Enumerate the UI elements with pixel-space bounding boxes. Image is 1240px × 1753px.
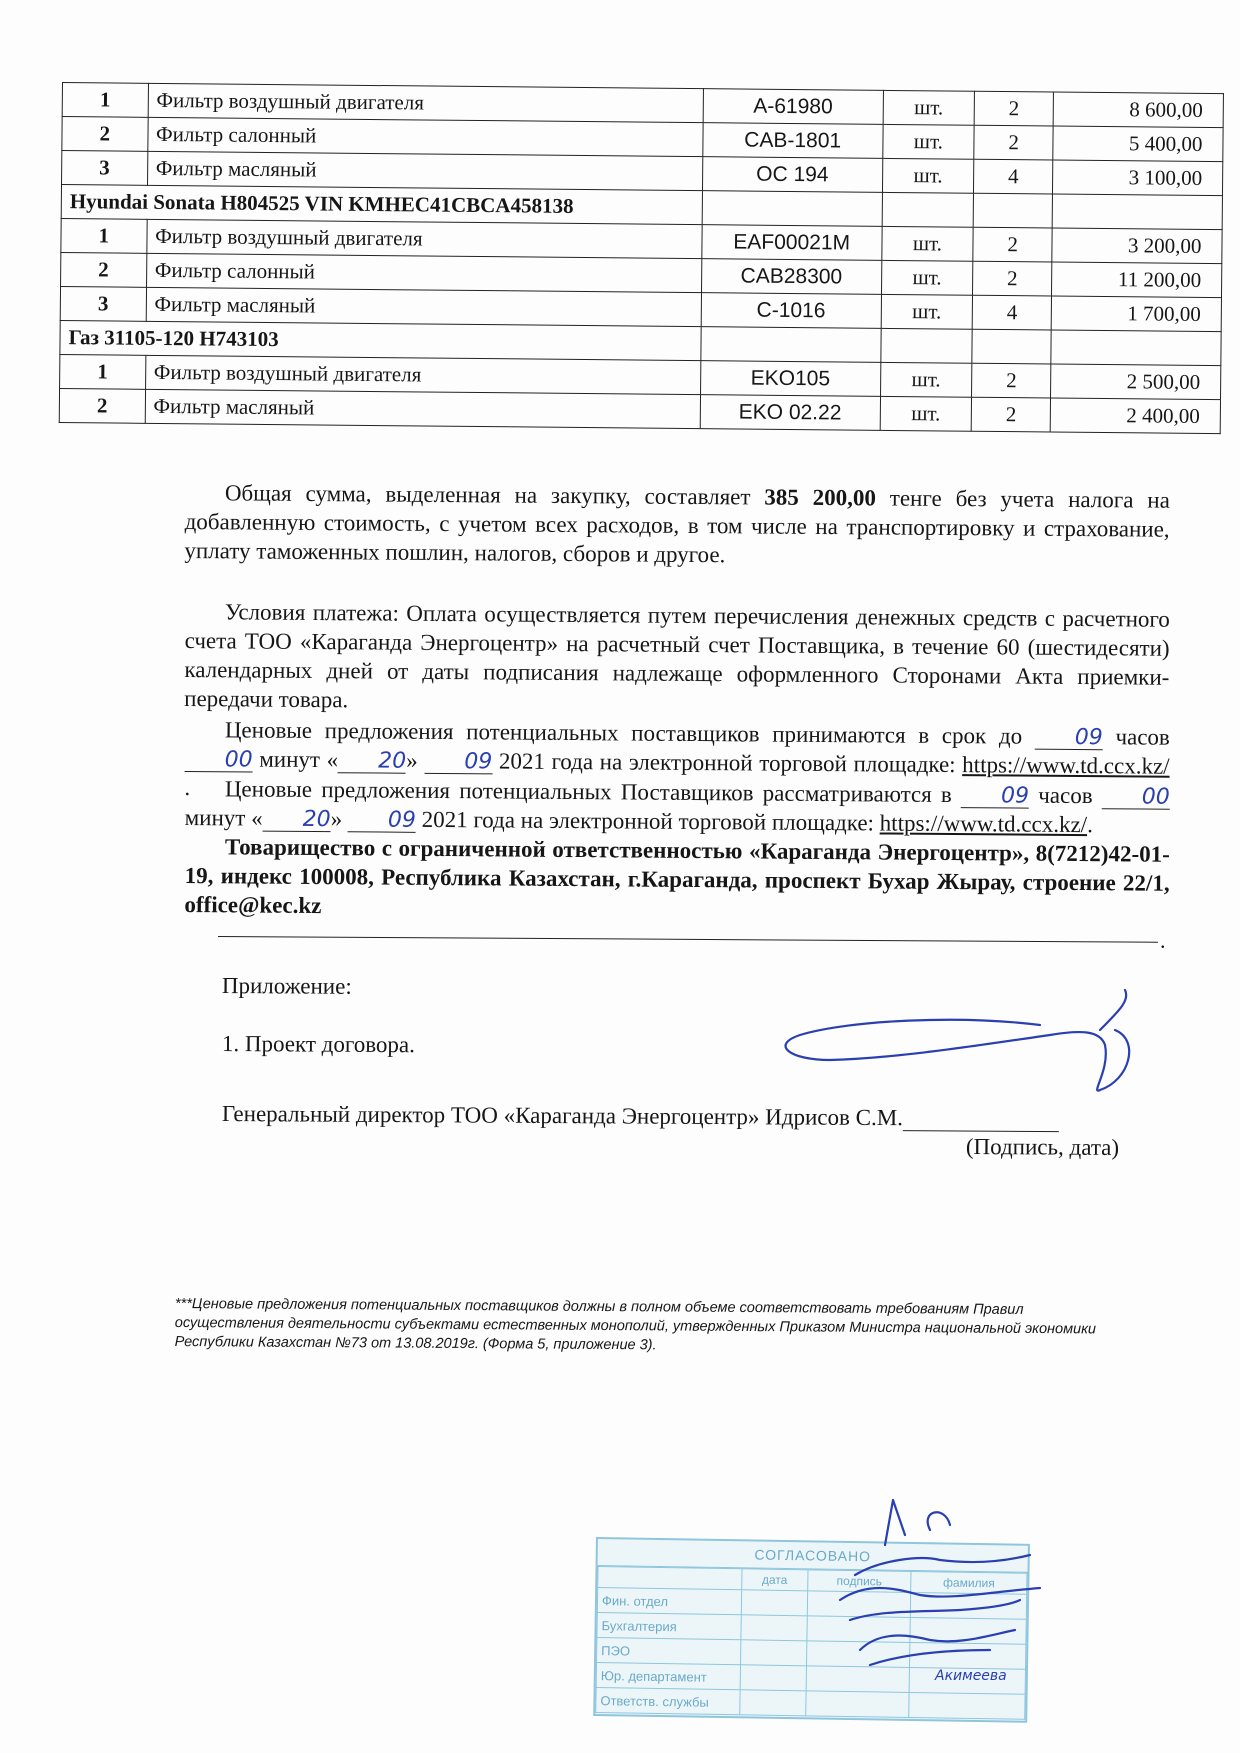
item-sum: 5 400,00 (1053, 126, 1223, 162)
item-name: Фильтр салонный (146, 253, 702, 292)
row-number: 2 (62, 117, 148, 152)
section-title: Газ 31105-120 Н743103 (60, 320, 701, 360)
item-sum: 3 100,00 (1053, 160, 1223, 196)
review-month-handwritten: 09 (348, 809, 416, 833)
horizontal-rule (218, 936, 1158, 943)
stamp-title: СОГЛАСОВАНО (598, 1539, 1028, 1573)
item-unit: шт. (880, 362, 972, 397)
total-paragraph (184, 478, 1170, 573)
item-qty: 2 (973, 227, 1052, 262)
accept-day-handwritten: 20 (338, 750, 406, 774)
accept-text-5: 2021 года на электронной торговой площадке: (492, 748, 963, 778)
item-code: EKO105 (700, 361, 880, 397)
item-code: CAB-1801 (703, 123, 883, 159)
accept-url-link[interactable]: https://www.td.ccx.kz/ (962, 752, 1170, 779)
row-number: 3 (60, 286, 146, 321)
item-unit: шт. (881, 294, 973, 329)
stamp-handwriting-name: Акимеева (935, 1668, 1007, 1684)
review-text-2: часов (1028, 782, 1102, 809)
items-table-body (59, 83, 1223, 434)
total-text-after: тенге без учета налога на добавленную стоимость, с учетом всех расходов, в том числе на транспортировку и страхование, уплату таможенных пошлин, налогов, сборов и другое. (184, 485, 1170, 568)
item-qty: 2 (974, 91, 1053, 126)
accept-month-handwritten: 09 (424, 751, 492, 775)
item-unit: шт. (882, 124, 974, 159)
item-unit: шт. (883, 90, 975, 125)
item-name: Фильтр масляный (146, 287, 702, 326)
company-text: Товарищество с ограниченной ответственностью «Караганда Энергоцентр», 8(7212)42-01-19, индекс 100008, Республика Казахстан, г.Караганда, проспект Бухар Жырау, строение 22/1, office@kec.kz (184, 834, 1170, 919)
review-minute-handwritten: 00 (1102, 786, 1170, 810)
stamp-row-peo: ПЭО (597, 1638, 741, 1665)
accept-minute-handwritten: 00 (185, 749, 253, 773)
item-name: Фильтр воздушный двигателя (146, 219, 702, 258)
item-code: CAB28300 (701, 259, 881, 295)
stamp-row-accounting: Бухгалтерия (597, 1613, 741, 1640)
item-sum: 2 500,00 (1051, 364, 1221, 400)
review-hour-handwritten: 09 (961, 785, 1029, 809)
item-unit: шт. (882, 158, 974, 193)
accept-text-2: часов (1102, 724, 1170, 750)
item-sum: 11 200,00 (1052, 262, 1222, 298)
item-name: Фильтр салонный (147, 117, 703, 156)
accept-text-6: . (184, 774, 191, 801)
footnote: ***Ценовые предложения потенциальных поставщиков должны в полном объеме соответствовать требованиям Правил осуществления деятельности субъектами естественных монополий, утвержденных Приказом Министра национальной экономики Республики Казахстан №73 от 13.08.2019г. (Форма 5, приложение 3). (174, 1296, 1097, 1354)
signature-title: Генеральный директор ТОО «Караганда Энергоцентр» Идрисов С.М. (221, 1101, 904, 1131)
signature-line (222, 1101, 1059, 1132)
item-unit: шт. (881, 226, 973, 261)
stamp-row-finance: Фин. отдел (597, 1588, 741, 1615)
item-qty: 4 (974, 159, 1053, 194)
accept-text-1: Ценовые предложения потенциальных поставщиков принимаются в срок до (224, 717, 1035, 749)
stamp-row-responsible: Ответств. службы (596, 1688, 740, 1715)
total-text-before: Общая сумма, выделенная на закупку, составляет (224, 480, 765, 510)
item-sum: 8 600,00 (1053, 92, 1223, 128)
stamp-row-legal: Юр. департамент (596, 1663, 740, 1690)
item-code: A-61980 (703, 89, 883, 125)
director-signature (786, 990, 1130, 1091)
item-code: EAF00021M (702, 225, 882, 261)
payment-text: Условия платежа: Оплата осуществляется путем перечисления денежных средств с расчетного счета ТОО «Караганда Энергоцентр» на расчетный счет Поставщика, в течение 60 (шестидесяти) календарных дней от даты подписания надлежаще оформленного Сторонами Акта приемки-передачи товара. (184, 599, 1170, 713)
review-url-link[interactable]: https://www.td.ccx.kz/ (879, 810, 1088, 838)
item-qty: 2 (973, 261, 1052, 296)
accept-hour-handwritten: 09 (1035, 727, 1103, 751)
attachment-item: 1. Проект договора. (221, 1031, 415, 1058)
review-text-6: . (1087, 812, 1093, 838)
item-name: Фильтр воздушный двигателя (148, 83, 704, 122)
item-code: OC 194 (702, 157, 882, 193)
payment-paragraph (184, 597, 1170, 721)
stamp-col-signature: подпись (807, 1570, 911, 1593)
row-number: 3 (62, 151, 148, 186)
item-qty: 2 (971, 397, 1050, 432)
row-number: 1 (61, 218, 147, 253)
attachment-label: Приложение: (221, 973, 352, 999)
review-text-3: минут « (184, 804, 263, 831)
item-unit: шт. (881, 260, 973, 295)
signature-blank (903, 1108, 1059, 1132)
stamp-col-surname: фамилия (911, 1571, 1027, 1594)
item-sum: 1 700,00 (1051, 296, 1221, 332)
item-code: C-1016 (701, 293, 881, 329)
item-name: Фильтр масляный (147, 151, 703, 190)
accept-text-4: » (406, 747, 425, 773)
item-name: Фильтр масляный (145, 389, 701, 428)
company-paragraph (184, 832, 1170, 927)
signature-caption: (Подпись, дата) (965, 1134, 1120, 1160)
stamp-col-date: дата (742, 1569, 808, 1591)
item-name: Фильтр воздушный двигателя (145, 355, 701, 394)
review-text-5: 2021 года на электронной торговой площадке: (415, 806, 880, 836)
stamp-table (595, 1566, 1027, 1720)
accept-text-3: минут « (252, 746, 339, 773)
row-number: 1 (60, 354, 146, 389)
items-table (59, 82, 1224, 434)
item-sum: 3 200,00 (1052, 228, 1222, 264)
review-text-4: » (330, 806, 348, 832)
item-sum: 2 400,00 (1050, 398, 1220, 434)
item-qty: 2 (972, 363, 1051, 398)
item-qty: 2 (974, 125, 1053, 160)
rule-end-dot: . (1160, 928, 1166, 953)
section-title: Hyundai Sonata H804525 VIN KMHEC41CBCA458138 (61, 185, 702, 225)
item-code: EKO 02.22 (700, 395, 880, 431)
total-amount: 385 200,00 (764, 484, 877, 511)
item-unit: шт. (880, 396, 972, 431)
row-number: 1 (62, 83, 148, 118)
approval-stamp (593, 1537, 1030, 1723)
review-day-handwritten: 20 (263, 809, 331, 833)
row-number: 2 (59, 388, 145, 423)
review-text-1: Ценовые предложения потенциальных Поставщиков рассматриваются в (224, 776, 962, 808)
item-qty: 4 (972, 295, 1051, 330)
review-paragraph (185, 774, 1170, 840)
row-number: 2 (61, 252, 147, 287)
